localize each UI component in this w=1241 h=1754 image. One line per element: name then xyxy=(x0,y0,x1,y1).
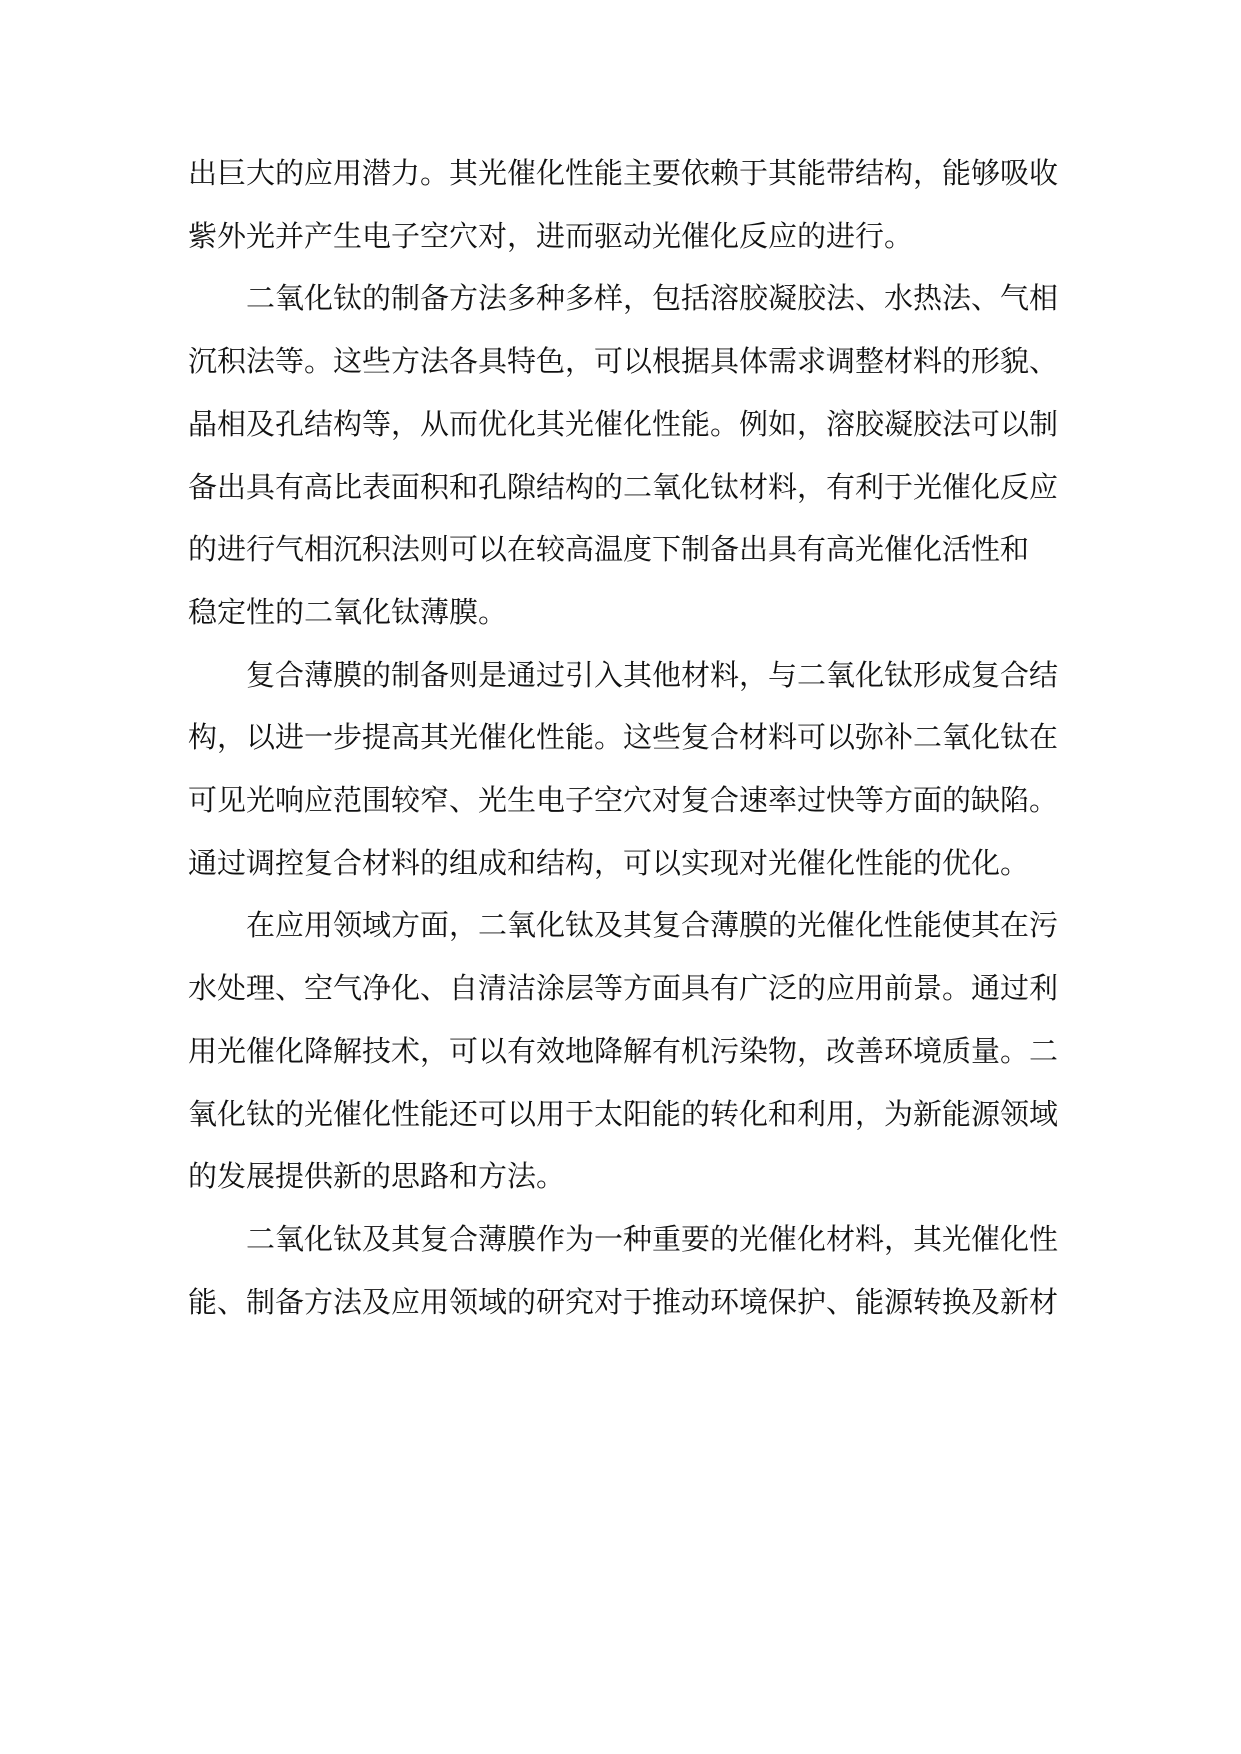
paragraph-3 xyxy=(188,644,1068,895)
text-line: 出巨大的应用潜力。其光催化性能主要依赖于其能带结构，能够吸收 xyxy=(188,156,1059,190)
text-line: 氧化钛的光催化性能还可以用于太阳能的转化和利用，为新能源领域 xyxy=(188,1096,1059,1131)
paragraph-2 xyxy=(188,267,1068,643)
text-line: 备出具有高比表面积和孔隙结构的二氧化钛材料，有利于光催化反应 xyxy=(188,469,1059,504)
text-line: 的进行气相沉积法则可以在较高温度下制备出具有高光催化活性和 xyxy=(188,532,1030,567)
text-line: 的发展提供新的思路和方法。 xyxy=(188,1159,566,1194)
body-text xyxy=(188,142,1068,1333)
text-line: 紫外光并产生电子空穴对，进而驱动光催化反应的进行。 xyxy=(188,218,914,253)
text-line: 用光催化降解技术，可以有效地降解有机污染物，改善环境质量。二 xyxy=(188,1033,1059,1068)
text-line: 能、制备方法及应用领域的研究对于推动环境保护、能源转换及新材 xyxy=(188,1284,1059,1319)
paragraph-5 xyxy=(188,1208,1068,1333)
text-line: 通过调控复合材料的组成和结构，可以实现对光催化性能的优化。 xyxy=(188,845,1030,880)
text-line: 构，以进一步提高其光催化性能。这些复合材料可以弥补二氧化钛在 xyxy=(188,720,1059,755)
text-line: 可见光响应范围较窄、光生电子空穴对复合速率过快等方面的缺陷。 xyxy=(188,783,1059,818)
text-line: 二氧化钛的制备方法多种多样，包括溶胶凝胶法、水热法、气相 xyxy=(246,281,1059,316)
paragraph-4 xyxy=(188,894,1068,1208)
paragraph-1 xyxy=(188,142,1068,267)
text-line: 复合薄膜的制备则是通过引入其他材料，与二氧化钛形成复合结 xyxy=(246,657,1059,692)
text-line: 水处理、空气净化、自清洁涂层等方面具有广泛的应用前景。通过利 xyxy=(188,971,1059,1006)
text-line: 晶相及孔结构等，从而优化其光催化性能。例如，溶胶凝胶法可以制 xyxy=(188,406,1059,441)
text-line: 在应用领域方面，二氧化钛及其复合薄膜的光催化性能使其在污 xyxy=(246,908,1059,943)
text-line: 稳定性的二氧化钛薄膜。 xyxy=(188,594,508,629)
text-line: 二氧化钛及其复合薄膜作为一种重要的光催化材料，其光催化性 xyxy=(246,1221,1059,1256)
text-line: 沉积法等。这些方法各具特色，可以根据具体需求调整材料的形貌、 xyxy=(188,344,1059,379)
